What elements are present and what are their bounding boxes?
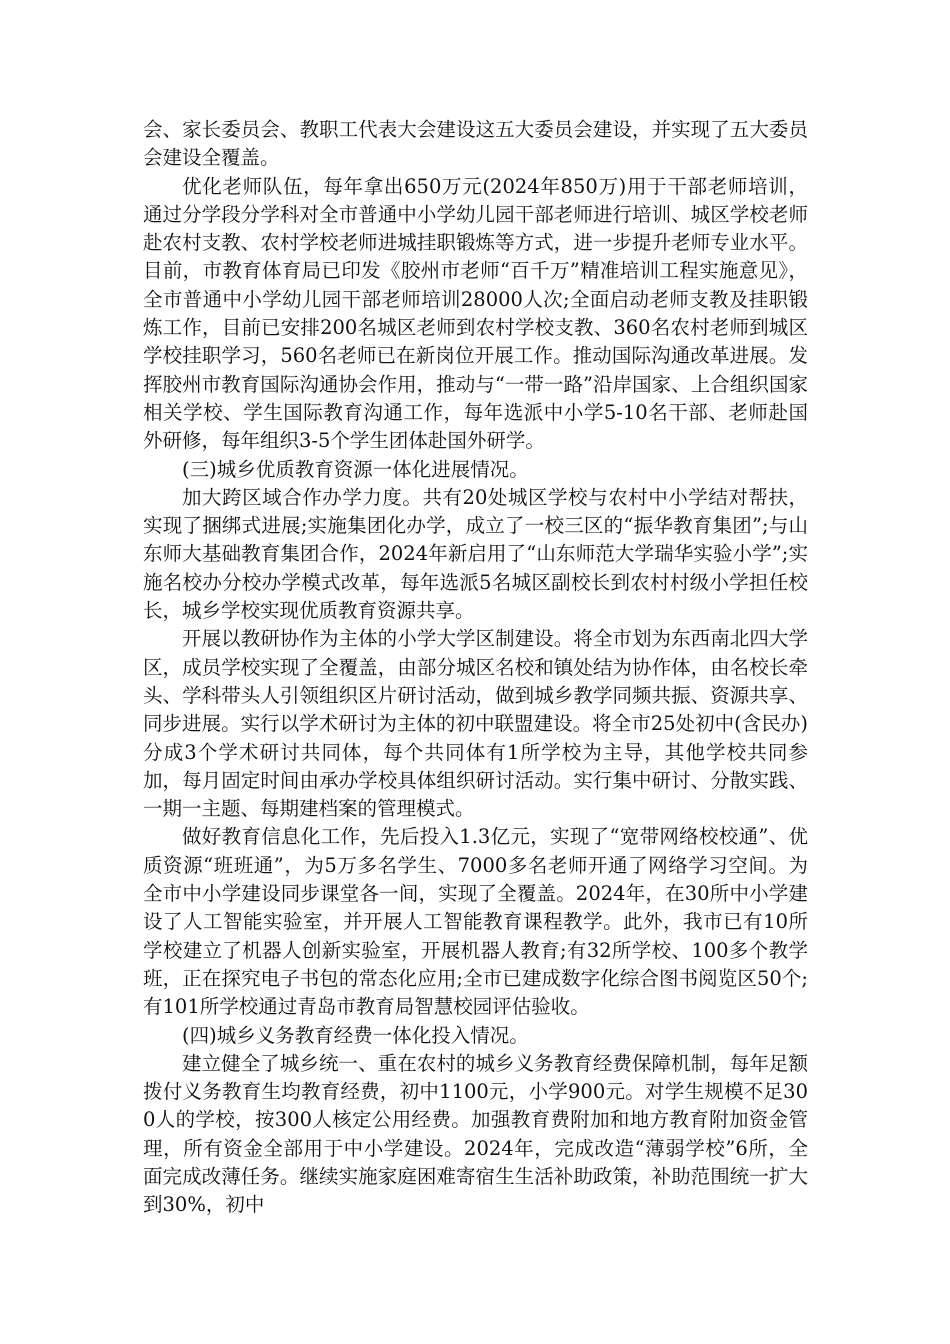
section-heading-funding-integration: (四)城乡义务教育经费一体化投入情况。 (182, 1023, 529, 1047)
section-heading-resource-integration: (三)城乡优质教育资源一体化进展情况。 (182, 457, 529, 481)
paragraph-education-informatization: 做好教育信息化工作，先后投入1.3亿元，实现了“宽带网络校校通”、优质资源“班班通”，为5万多名学生、7000多名老师开通了网络学习空间。为全市中小学建设同步课堂各一间，实现了全覆盖。2024年，在30所中小学建设了人工智能实验室，并开展人工智能教育课程教学。此外，我市已有10所学校建立了机器人创新实验室，开展机器人教育;有32所学校、100多个教学班，正在探究电子书包的常态化应用;全市已建成数字化综合图书阅览区50个;有101所学校通过青岛市教育局智慧校园评估验收。 (143, 825, 808, 1019)
paragraph-teaching-research-districts: 开展以教研协作为主体的小学大学区制建设。将全市划为东西南北四大学区，成员学校实现了全覆盖，由部分城区名校和镇处结为协作体，由名校长牵头、学科带头人引领组织区片研讨活动，做到城乡教学同频共振、资源共享、同步进展。实行以学术研讨为主体的初中联盟建设。将全市25处初中(含民办)分成3个学术研讨共同体，每个共同体有1所学校为主导，其他学校共同参加，每月固定时间由承办学校具体组织研讨活动。实行集中研讨、分散实践、一期一主题、每期建档案的管理模式。 (143, 627, 808, 821)
paragraph-teacher-training: 优化老师队伍，每年拿出650万元(2024年850万)用于干部老师培训，通过分学段分学科对全市普通中小学幼儿园干部老师进行培训、城区学校老师赴农村支教、农村学校老师进城挂职锻炼等方式，进一步提升老师专业水平。目前，市教育体育局已印发《胶州市老师“百千万”精准培训工程实施意见》，全市普通中小学幼儿园干部老师培训28000人次;全面启动老师支教及挂职锻炼工作，目前已安排200名城区老师到农村学校支教、360名农村老师到城区学校挂职学习，560名老师已在新岗位开展工作。推动国际沟通改革进展。发挥胶州市教育国际沟通协会作用，推动与“一带一路”沿岸国家、上合组织国家相关学校、学生国际教育沟通工作，每年选派中小学5-10名干部、老师赴国外研修，每年组织3-5个学生团体赴国外研学。 (143, 174, 808, 453)
paragraph-funding-mechanism: 建立健全了城乡统一、重在农村的城乡义务教育经费保障机制，每年足额拨付义务教育生均教育经费，初中1100元，小学900元。对学生规模不足300人的学校，按300人核定公用经费。加强教育费附加和地方教育附加资金管理，所有资金全部用于中小学建设。2024年，完成改造“薄弱学校”6所，全面完成改薄任务。继续实施家庭困难寄宿生生活补助政策，补助范围统一扩大到30%，初中 (143, 1051, 808, 1217)
paragraph-committee-coverage: 会、家长委员会、教职工代表大会建设这五大委员会建设，并实现了五大委员会建设全覆盖。 (143, 118, 808, 170)
paragraph-cross-region-cooperation: 加大跨区域合作办学力度。共有20处城区学校与农村中小学结对帮扶，实现了捆绑式进展;实施集团化办学，成立了一校三区的“振华教育集团”;与山东师大基础教育集团合作，2024年新启用了“山东师范大学瑞华实验小学”;实施名校办分校办学模式改革，每年选派5名城区副校长到农村村级小学担任校长，城乡学校实现优质教育资源共享。 (143, 485, 808, 623)
document-body (143, 116, 808, 1220)
